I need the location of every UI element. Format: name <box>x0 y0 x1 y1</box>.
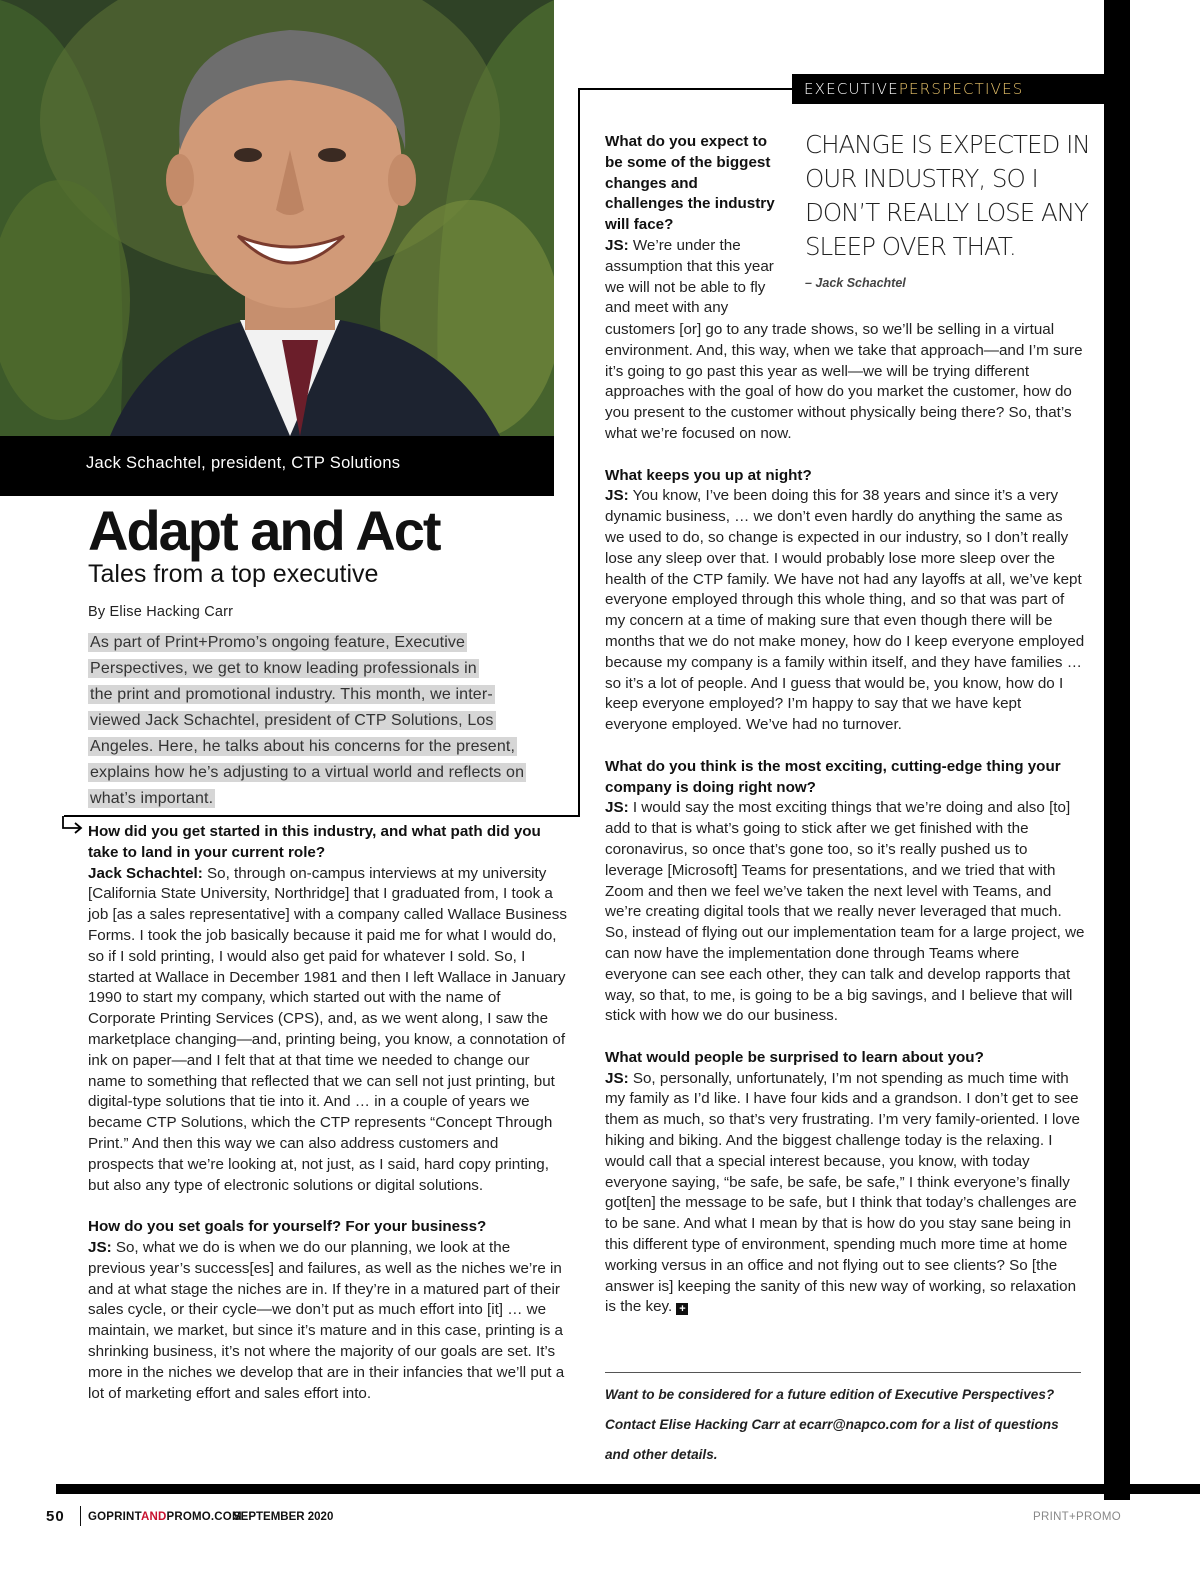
intro-line: explains how he’s adjusting to a virtual world and reflects on <box>90 764 525 781</box>
site-url[interactable] <box>88 1511 242 1523</box>
qa-block <box>88 1217 568 1404</box>
speaker-label: JS: <box>605 1069 629 1087</box>
section-tag <box>792 74 1104 104</box>
bracket-line-top <box>578 88 792 90</box>
footer-note-rule <box>605 1372 1081 1373</box>
end-mark-icon: + <box>676 1303 688 1315</box>
section-tag-part2: PERSPECTIVES <box>898 80 1024 98</box>
arrow-icon <box>62 816 84 838</box>
answer: You know, I’ve been doing this for 38 years and since it’s a very dynamic business, … we don’t even hardly do anything the same as we used to do, so change is expected in our industry, so I don’t really lose any sleep over that. I would probably lose more sleep over the health of the CTP family. We have not had any layoffs at all, we’ve kept everyone employed through this whole thing, and so that was part of my concern at a time of making sure that even though there will be months that we do not make money, how do I keep everyone employed because my company is a family within itself, and they have families … so it’s a lot of people. And I guess that would be, you know, how do I keep everyone employed? I’m happy to say that we have kept everyone employed. We’ve had no turnover. <box>605 487 1085 734</box>
answer: customers [or] go to any trade shows, so we’ll be selling in a virtual environment. And, this way, when we take that approach—and I’m sure it’s going to go past this year as well—we will be trying different approaches with the goal of how do you market the customer, how do you present to the customer without physically being there? So, that’s what we’re focused on now. <box>605 321 1083 442</box>
answer: So, personally, unfortunately, I’m not spending as much time with my family as I’d like. I have four kids and a grandson. I don’t get to see them as much, so that’s very frustrating. I’m very family-oriented. I love hiking and biking. And the biggest challenge today is the relaxing. I would call that a special interest because, you know, with today everyone saying, “be safe, be safe, be safe,” I think everyone’s finally got[ten] the message to be safe, but I think that today’s challenges are to be sane. And what I mean by that is how do you stay sane being in this different type of environment, spending much more time at home working versus in an office and not flying out to see clients? So [the answer is] keeping the sanity of this new way of working, so relaxation is the key. <box>605 1069 1080 1316</box>
intro-line: As part of Print+Promo’s ongoing feature, Executive <box>90 634 466 651</box>
frame-bar-bottom <box>56 1484 1200 1494</box>
speaker-label: JS: <box>605 236 629 254</box>
article-byline: By Elise Hacking Carr <box>88 604 234 620</box>
photo-caption: Jack Schachtel, president, CTP Solutions <box>86 454 401 472</box>
footer-separator <box>80 1506 81 1526</box>
bracket-line-vertical <box>578 88 580 816</box>
article-intro <box>88 630 574 812</box>
intro-line: Angeles. Here, he talks about his concerns for the present, <box>90 738 516 755</box>
answer: I would say the most exciting things that we’re doing and also [to] add to that is what’s going to stick after we get finished with the coronavirus, so once that’s gone too, so it’s really pushed us to leverage [Microsoft] Teams for presentations, and we tried that with Zoom and then we feel we’ve taken the next level with Teams, and we’re creating digital tools that we really never leveraged that much. So, instead of flying out our implementation team for a large project, we can now have the implementation done through Teams where everyone can see each other, they can talk and develop rapports that way, so that, to me, is going to be a big savings, and I believe that will stick with how we do our business. <box>605 799 1085 1025</box>
question: What would people be surprised to learn about you? <box>605 1048 984 1066</box>
speaker-label: JS: <box>605 799 629 817</box>
speaker-label: Jack Schachtel: <box>88 864 203 882</box>
issue-date: SEPTEMBER 2020 <box>233 1511 334 1523</box>
pull-quote: CHANGE IS EXPECTED IN OUR INDUSTRY, SO I DON’T REALLY LOSE ANY SLEEP OVER THAT. <box>805 130 1090 261</box>
qa-block <box>605 757 1085 1027</box>
qa-block <box>605 1048 1085 1318</box>
speaker-label: JS: <box>88 1238 112 1256</box>
qa-block <box>605 320 1085 445</box>
question: What keeps you up at night? <box>605 466 812 484</box>
qa-block <box>605 466 1085 736</box>
bracket-line-bottom <box>64 815 580 817</box>
right-column <box>605 320 1085 1339</box>
article-headline: Adapt and Act <box>88 499 440 562</box>
intro-line: Perspectives, we get to know leading professionals in <box>90 660 477 677</box>
portrait-illustration <box>0 0 554 436</box>
answer: So, through on-campus interviews at my university [California State University, Northridge] that I graduated from, I took a job [as a sales representative] with a company called Wallace Business Forms. I took the job basically because it paid me for what I would do, so if I sold printing, I would also get paid for whatever I sold. So, I started at Wallace in December 1981 and then I left Wallace in January 1990 to start my company, which started out with the name of Corporate Printing Services (CPS), and, as we went along, I saw the marketplace changing—and, printing being, you know, a connotation of ink on paper—and I felt that at that time we needed to change our name to something that reflected that we can sell not just printing, but digital-type solutions that tie into it. And … in a couple of years we became CTP Solutions, which the CTP represents “Concept Through Print.” And then this way we can also address customers and prospects that we’re looking at, not just, as I said, hard copy printing, but also any type of electronic solutions or digital solutions. <box>88 864 567 1194</box>
question: What do you think is the most exciting, cutting-edge thing your company is doing right now? <box>605 757 1061 796</box>
intro-line: viewed Jack Schachtel, president of CTP Solutions, Los <box>90 712 494 729</box>
footer-note: Want to be considered for a future edition of Executive Perspectives? Contact Elise Hacking Carr at ecarr@napco.com for a list of questions and other details. <box>605 1387 1059 1462</box>
answer: We’re under the assumption that this year we will not be able to fly and meet with any <box>605 236 774 317</box>
intro-line: the print and promotional industry. This month, we inter- <box>90 686 493 703</box>
left-column <box>88 822 568 1425</box>
site-url-part1: GOPRINT <box>88 1511 141 1523</box>
site-url-part2: AND <box>140 1511 167 1523</box>
magazine-brand: PRINT+PROMO <box>1033 1511 1121 1523</box>
intro-line: what’s important. <box>90 790 214 807</box>
answer: So, what we do is when we do our planning, we look at the previous year’s success[es] and failures, as well as the niches we’re in and at what stage the niches are in. If they’re in a matured part of their sales cycle, or their cycle—we don’t put as much effort into [it] … we maintain, we market, but since it’s mature and in this case, printing is a shrinking business, it’s not where the majority of our goals are set. It’s more in the niches we develop that are in their infancies that we’ll put a lot of marketing effort and sales effort into. <box>88 1238 565 1402</box>
question: How did you get started in this industry, and what path did you take to land in your current role? <box>88 823 541 861</box>
page-number: 50 <box>46 1508 65 1525</box>
first-question-block <box>605 132 775 319</box>
site-url-part3: PROMO.COM <box>166 1511 242 1523</box>
pull-quote-attribution: – Jack Schachtel <box>805 276 906 290</box>
article-subhead: Tales from a top executive <box>88 560 379 588</box>
question: How do you set goals for yourself? For your business? <box>88 1218 487 1236</box>
frame-bar-right <box>1104 0 1130 1500</box>
qa-block <box>88 822 568 1196</box>
executive-photo <box>0 0 554 436</box>
speaker-label: JS: <box>605 487 629 505</box>
section-tag-part1: EXECUTIVE <box>804 80 899 98</box>
question: What do you expect to be some of the biggest changes and challenges the industry will face? <box>605 133 775 234</box>
